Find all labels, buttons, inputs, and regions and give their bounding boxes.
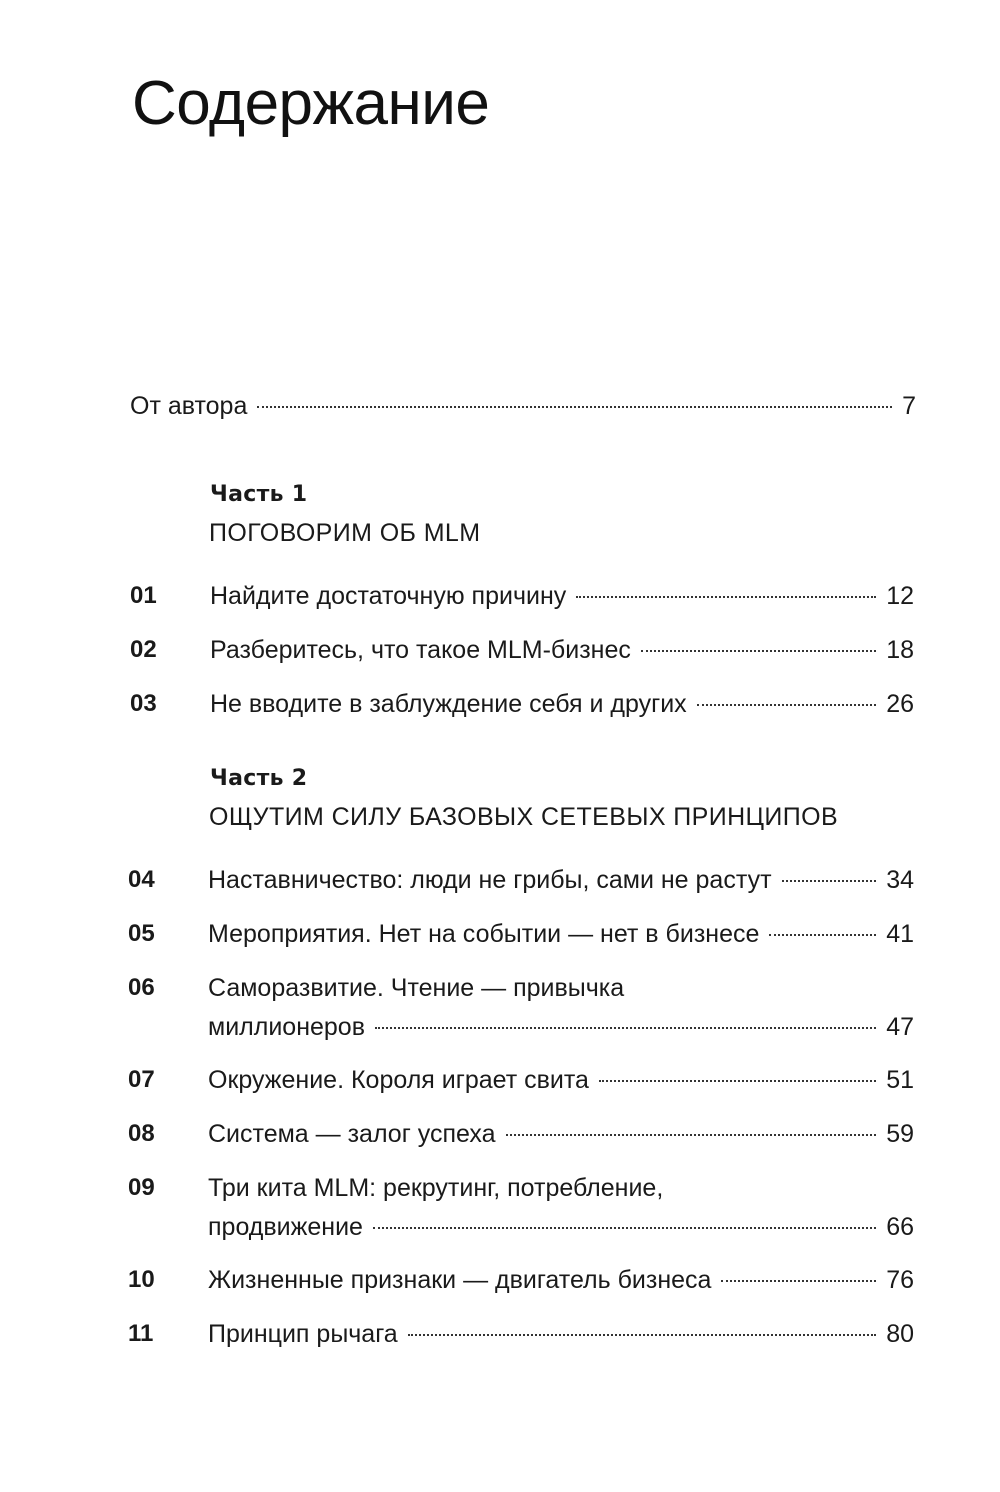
chapter-number: 11 (128, 1320, 154, 1347)
toc-entry[interactable] (128, 1318, 914, 1351)
toc-entry[interactable] (128, 972, 914, 1005)
toc-entry-title: Разберитесь, что такое MLM-бизнес (210, 636, 631, 664)
chapter-number: 02 (130, 636, 157, 663)
chapter-number: 05 (128, 920, 155, 947)
toc-entry-continuation[interactable] (208, 1211, 914, 1244)
dot-leader (721, 1280, 876, 1282)
toc-entry-page: 34 (886, 866, 914, 894)
toc-entry-page: 66 (886, 1213, 914, 1241)
toc-entry-page: 76 (886, 1266, 914, 1294)
toc-entry-title: Окружение. Короля играет свита (208, 1066, 589, 1094)
dot-leader (408, 1334, 877, 1336)
toc-entry[interactable] (128, 1118, 914, 1151)
toc-entry-title-line1: Три кита MLM: рекрутинг, потребление, (208, 1174, 664, 1202)
dot-leader (257, 406, 892, 408)
page-title: Содержание (132, 69, 490, 138)
toc-entry-page: 59 (886, 1120, 914, 1148)
toc-entry-page: 7 (902, 392, 916, 420)
toc-entry-title: Мероприятия. Нет на событии — нет в бизнесе (208, 920, 760, 948)
chapter-number: 01 (130, 582, 157, 609)
chapter-number: 06 (128, 974, 155, 1001)
toc-entry-title: Система — залог успеха (208, 1120, 496, 1148)
dot-leader (782, 880, 877, 882)
toc-entry[interactable] (128, 1172, 914, 1205)
toc-entry-page: 18 (886, 636, 914, 664)
chapter-number: 10 (128, 1266, 155, 1293)
toc-entry-page: 26 (886, 690, 914, 718)
dot-leader (697, 704, 877, 706)
toc-entry[interactable] (130, 688, 914, 721)
chapter-number: 09 (128, 1174, 155, 1201)
dot-leader (599, 1080, 876, 1082)
dot-leader (769, 934, 876, 936)
toc-entry-title-line1: Саморазвитие. Чтение — привычка (208, 974, 625, 1002)
toc-entry-page: 47 (886, 1013, 914, 1041)
dot-leader (506, 1134, 877, 1136)
dot-leader (576, 596, 876, 598)
toc-entry[interactable] (130, 580, 914, 613)
toc-entry-title: Принцип рычага (208, 1320, 398, 1348)
toc-entry[interactable] (128, 1064, 914, 1097)
toc-entry[interactable] (128, 1264, 914, 1297)
dot-leader (373, 1227, 876, 1229)
part-label: Часть 1 (210, 482, 308, 507)
toc-entry-page: 41 (886, 920, 914, 948)
chapter-number: 04 (128, 866, 155, 893)
chapter-number: 03 (130, 690, 157, 717)
toc-entry-title: От автора (130, 392, 248, 420)
dot-leader (375, 1027, 876, 1029)
chapter-number: 08 (128, 1120, 155, 1147)
toc-entry[interactable] (128, 918, 914, 951)
toc-entry-title: Жизненные признаки — двигатель бизнеса (208, 1266, 712, 1294)
part-title: ПОГОВОРИМ ОБ MLM (209, 519, 481, 547)
part-title: ОЩУТИМ СИЛУ БАЗОВЫХ СЕТЕВЫХ ПРИНЦИПОВ (209, 803, 839, 831)
toc-entry-page: 80 (886, 1320, 914, 1348)
toc-entry[interactable] (130, 634, 914, 667)
toc-entry-title-line2: миллионеров (208, 1013, 365, 1041)
toc-entry-continuation[interactable] (208, 1011, 914, 1044)
toc-entry-title: Не вводите в заблуждение себя и других (210, 690, 687, 718)
toc-entry[interactable] (128, 864, 914, 897)
toc-entry-page: 51 (886, 1066, 914, 1094)
toc-entry-title-line2: продвижение (208, 1213, 363, 1241)
toc-entry-page: 12 (886, 582, 914, 610)
toc-entry-title: Наставничество: люди не грибы, сами не растут (208, 866, 772, 894)
part-label: Часть 2 (210, 766, 308, 791)
toc-entry-preface[interactable] (130, 390, 916, 423)
chapter-number: 07 (128, 1066, 155, 1093)
dot-leader (641, 650, 876, 652)
toc-entry-title: Найдите достаточную причину (210, 582, 567, 610)
